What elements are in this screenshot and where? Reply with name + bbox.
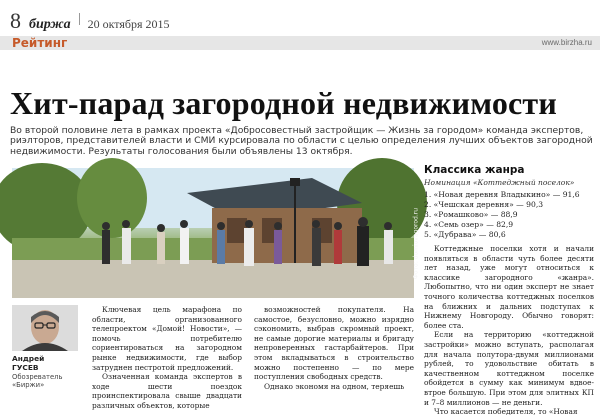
author-role — [12, 373, 62, 389]
article-paragraph: Однако экономя на одном, теряешь — [264, 381, 405, 391]
ranking-item: 4. «Семь озер» — 82,9 — [424, 220, 514, 229]
author-role-line: «Биржи» — [12, 381, 45, 389]
author-portrait-image — [12, 305, 78, 351]
rubric-bar — [0, 36, 600, 50]
article-photo — [12, 168, 419, 298]
ranking-item: 2. «Чешская деревня» — 90,3 — [424, 200, 544, 209]
sidebar-paragraph: Если на территорию «коттеджной застройки» можно вступать, располагая для начала полутора-двумя миллионами рублей, то удовольствие обитать в качественном коттеджном поселке обойдется в сумму как минимум вдвое-втрое большую. При этом для элитных КП и 7–8 миллионов — не деньги. — [424, 330, 594, 407]
nomination-label: Номинация — [424, 178, 471, 187]
author-role-line: Обозреватель — [12, 373, 63, 381]
nomination-name: «Коттеджный поселок» — [472, 178, 575, 187]
sidebar-paragraph: Что касается победителя, то «Новая — [434, 407, 578, 417]
author-last-name: ГУСЕВ — [12, 363, 39, 372]
rating-sidebar — [424, 164, 594, 417]
photo-credit: Фото: domiovagorod.ru — [412, 208, 419, 280]
article-paragraph: возможностей покупателя. На самостое, безусловно, можно изрядно сэкономить, выбрав скромный проект, не самые дорогие материалы и бригаду непроверенных гастарбайтеров. При этом вкладываться в строительство можно постепенно — по мере поступления свободных средств. — [254, 305, 414, 382]
ranking-item: 1. «Новая деревня Владыкино» — 91,6 — [424, 190, 580, 199]
author-name — [12, 354, 44, 372]
sidebar-paragraph: Коттеджные поселки хотя и начали появляться в области чуть более десяти лет назад, уже могут относиться к классике загородного «жанра». Любопытно, что ни один эксперт не знает точного количества коттеджных поселков на ближних и дальних подступах к Нижнему Новгороду. Обычно говорят: более ста. — [424, 244, 594, 330]
author-portrait — [12, 305, 78, 351]
nomination-line — [424, 178, 594, 187]
ranking-item: 3. «Ромашково» — 88,9 — [424, 210, 518, 219]
paper-name: биржа — [29, 17, 71, 32]
site-url[interactable]: www.birzha.ru — [541, 38, 592, 47]
sidebar-title: Классика жанра — [424, 164, 525, 176]
issue-date: 20 октября 2015 — [87, 17, 170, 31]
author-first-name: Андрей — [12, 354, 45, 363]
ranking-item: 5. «Дубрава» — 80,6 — [424, 230, 506, 239]
rubric-label: Рейтинг — [12, 36, 68, 50]
lead-paragraph: Во второй половине лета в рамках проекта «Добросовестный застройщик — Жизнь за городом» команда экспертов, риэлторов, представителей власти и СМИ курсировала по области с целью определения лучших объектов загородной недвижимости. Результаты голосования были объявлены 13 октября. — [10, 125, 593, 157]
article-column-2 — [254, 305, 414, 391]
photo-illustration — [12, 168, 414, 298]
ranking-list — [424, 190, 594, 240]
sidebar-body — [424, 244, 594, 417]
article-column-1 — [92, 305, 242, 411]
page-number: 8 — [10, 8, 21, 33]
article-paragraph: Ключевая цель марафона по области, организованного телепроектом «Домой! Новости», — помочь потребителю сориентироваться на загородном рынке недвижимости, где выбор затруднен пестротой предложений. — [92, 305, 242, 372]
headline: Хит-парад загородной недвижимости — [10, 85, 557, 121]
article-paragraph: Означенная команда экспертов в ходе шести поездок проинспектировала свыше двадцати различных объектов, которые — [92, 372, 242, 410]
masthead-divider — [79, 13, 80, 25]
masthead — [10, 8, 170, 33]
